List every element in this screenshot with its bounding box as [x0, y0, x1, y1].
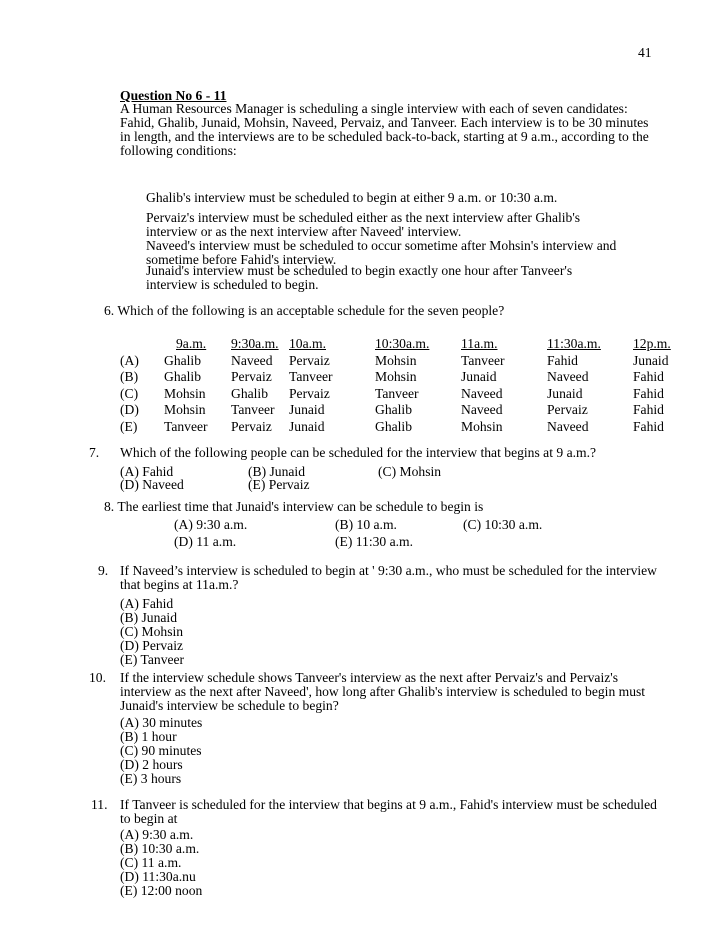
table-row — [120, 386, 671, 403]
question-11-number: 11. — [91, 797, 108, 812]
table-cell: Junaid — [289, 402, 325, 417]
table-cell: Tanveer — [461, 352, 505, 368]
table-cell: Naveed — [461, 385, 503, 401]
question-7-option: (B) Junaid — [248, 464, 306, 479]
option-item: (E) 3 hours — [120, 771, 182, 786]
question-7-option: (A) Fahid — [120, 464, 174, 479]
question-7-option: (C) Mohsin — [378, 464, 442, 479]
option-item: (C) Mohsin — [120, 624, 184, 639]
table-cell: Fahid — [633, 418, 664, 434]
intro-line: in length, and the interviews are to be scheduled back-to-back, starting at 9 a.m., according to the — [120, 129, 649, 144]
table-row — [120, 402, 671, 419]
question-line: If Naveed’s interview is scheduled to begin at ' 9:30 a.m., who must be scheduled for the interview — [120, 563, 657, 578]
option-item: (E) Tanveer — [120, 652, 185, 667]
table-cell: Junaid — [461, 369, 497, 384]
condition — [146, 211, 580, 239]
table-cell: Pervaiz — [547, 402, 588, 417]
table-cell: Fahid — [547, 352, 578, 368]
table-cell: Fahid — [633, 385, 664, 401]
table-cell: Tanveer — [164, 418, 208, 434]
question-11-options — [120, 828, 202, 898]
question-9-text — [120, 564, 657, 592]
table-cell: Mohsin — [461, 418, 503, 434]
condition-line: Naveed's interview must be scheduled to occur sometime after Mohsin's interview and — [146, 238, 617, 253]
question-line: that begins at 11a.m.? — [120, 577, 239, 592]
table-cell: Ghalib — [375, 402, 412, 417]
question-9-number: 9. — [98, 563, 109, 578]
condition — [146, 264, 572, 292]
question-8-option: (A) 9:30 a.m. — [174, 517, 248, 532]
section-title: Question No 6 - 11 — [120, 88, 227, 103]
table-cell: Junaid — [633, 352, 669, 368]
condition-line: interview is scheduled to begin. — [146, 277, 319, 292]
header-cell: 11:30a.m. — [547, 336, 601, 351]
option-item: (A) 30 minutes — [120, 715, 203, 730]
table-row — [120, 369, 671, 386]
option-item: (C) 11 a.m. — [120, 855, 182, 870]
option-label: (E) — [120, 418, 138, 434]
question-line: interview as the next after Naveed', how long after Ghalib's interview is scheduled to begin must — [120, 684, 646, 699]
header-cell: 10:30a.m. — [375, 336, 430, 351]
option-item: (B) 10:30 a.m. — [120, 841, 200, 856]
question-8-option: (C) 10:30 a.m. — [463, 517, 543, 532]
option-item: (B) Junaid — [120, 610, 178, 625]
condition-line: Pervaiz's interview must be scheduled either as the next interview after Ghalib's — [146, 210, 581, 225]
table-cell: Junaid — [289, 418, 325, 434]
table-cell: Mohsin — [375, 369, 417, 384]
option-item: (D) Pervaiz — [120, 638, 184, 653]
option-item: (A) Fahid — [120, 596, 174, 611]
option-item: (D) 2 hours — [120, 757, 183, 772]
question-8-text: 8. The earliest time that Junaid's interview can be schedule to begin is — [104, 499, 484, 514]
header-cell: 11a.m. — [461, 336, 498, 351]
header-cell: 9:30a.m. — [231, 336, 279, 351]
intro-line: A Human Resources Manager is scheduling a single interview with each of seven candidates: — [120, 101, 628, 116]
header-cell: 12p.m. — [633, 336, 671, 351]
table-cell: Tanveer — [289, 369, 333, 384]
table-cell: Pervaiz — [289, 385, 330, 401]
question-10-text — [120, 671, 645, 713]
table-header-row — [120, 336, 671, 353]
table-row — [120, 353, 671, 370]
question-7-option: (D) Naveed — [120, 477, 184, 492]
table-cell: Naveed — [547, 418, 589, 434]
intro-paragraph — [120, 102, 649, 158]
table-cell: Pervaiz — [289, 352, 330, 368]
table-cell: Junaid — [547, 385, 583, 401]
table-cell: Ghalib — [231, 385, 268, 401]
table-cell: Mohsin — [164, 402, 206, 417]
table-cell: Ghalib — [375, 418, 412, 434]
question-9-options — [120, 597, 184, 667]
table-cell: Naveed — [547, 369, 589, 384]
table-cell: Pervaiz — [231, 369, 272, 384]
table-cell: Ghalib — [164, 352, 201, 368]
table-cell: Naveed — [231, 352, 273, 368]
option-label: (A) — [120, 352, 139, 368]
option-item: (D) 11:30a.nu — [120, 869, 196, 884]
question-11-text — [120, 798, 657, 826]
header-cell: 9a.m. — [176, 336, 207, 351]
option-label: (D) — [120, 402, 139, 417]
intro-line: following conditions: — [120, 143, 237, 158]
question-line: Junaid's interview be schedule to begin? — [120, 698, 339, 713]
table-cell: Mohsin — [375, 352, 417, 368]
question-8-option: (E) 11:30 a.m. — [335, 534, 414, 549]
table-row — [120, 419, 671, 436]
question-7-text: Which of the following people can be scheduled for the interview that begins at 9 a.m.? — [120, 445, 597, 460]
question-line: If Tanveer is scheduled for the interview that begins at 9 a.m., Fahid's interview must be scheduled — [120, 797, 657, 812]
question-7-number: 7. — [89, 445, 100, 460]
page-number: 41 — [638, 45, 652, 60]
table-cell: Mohsin — [164, 385, 206, 401]
condition-line: sometime before Fahid's interview. — [146, 252, 337, 267]
condition-line: interview or as the next interview after Naveed' interview. — [146, 224, 462, 239]
table-cell: Naveed — [461, 402, 503, 417]
table-cell: Fahid — [633, 369, 664, 384]
question-line: If the interview schedule shows Tanveer's interview as the next after Pervaiz's and Pervaiz's — [120, 670, 618, 685]
table-cell: Ghalib — [164, 369, 201, 384]
schedule-table — [120, 336, 671, 435]
condition — [146, 191, 557, 205]
option-item: (B) 1 hour — [120, 729, 177, 744]
table-cell: Fahid — [633, 402, 664, 417]
option-item: (C) 90 minutes — [120, 743, 202, 758]
table-cell: Tanveer — [231, 402, 275, 417]
question-7-option: (E) Pervaiz — [248, 477, 310, 492]
question-10-number: 10. — [89, 670, 106, 685]
question-8-option: (B) 10 a.m. — [335, 517, 397, 532]
table-cell: Pervaiz — [231, 418, 272, 434]
question-10-options — [120, 716, 202, 786]
option-item: (A) 9:30 a.m. — [120, 827, 194, 842]
question-8-option: (D) 11 a.m. — [174, 534, 237, 549]
intro-line: Fahid, Ghalib, Junaid, Mohsin, Naveed, Pervaiz, and Tanveer. Each interview is to be 30 minutes — [120, 115, 649, 130]
table-cell: Tanveer — [375, 385, 419, 401]
question-line: to begin at — [120, 811, 178, 826]
option-item: (E) 12:00 noon — [120, 883, 203, 898]
condition-line: Junaid's interview must be scheduled to begin exactly one hour after Tanveer's — [146, 263, 573, 278]
option-label: (B) — [120, 369, 139, 384]
condition-line: Ghalib's interview must be scheduled to begin at either 9 a.m. or 10:30 a.m. — [146, 190, 558, 205]
option-label: (C) — [120, 385, 139, 401]
header-cell: 10a.m. — [289, 336, 326, 351]
question-6-text: 6. Which of the following is an acceptable schedule for the seven people? — [104, 303, 505, 318]
